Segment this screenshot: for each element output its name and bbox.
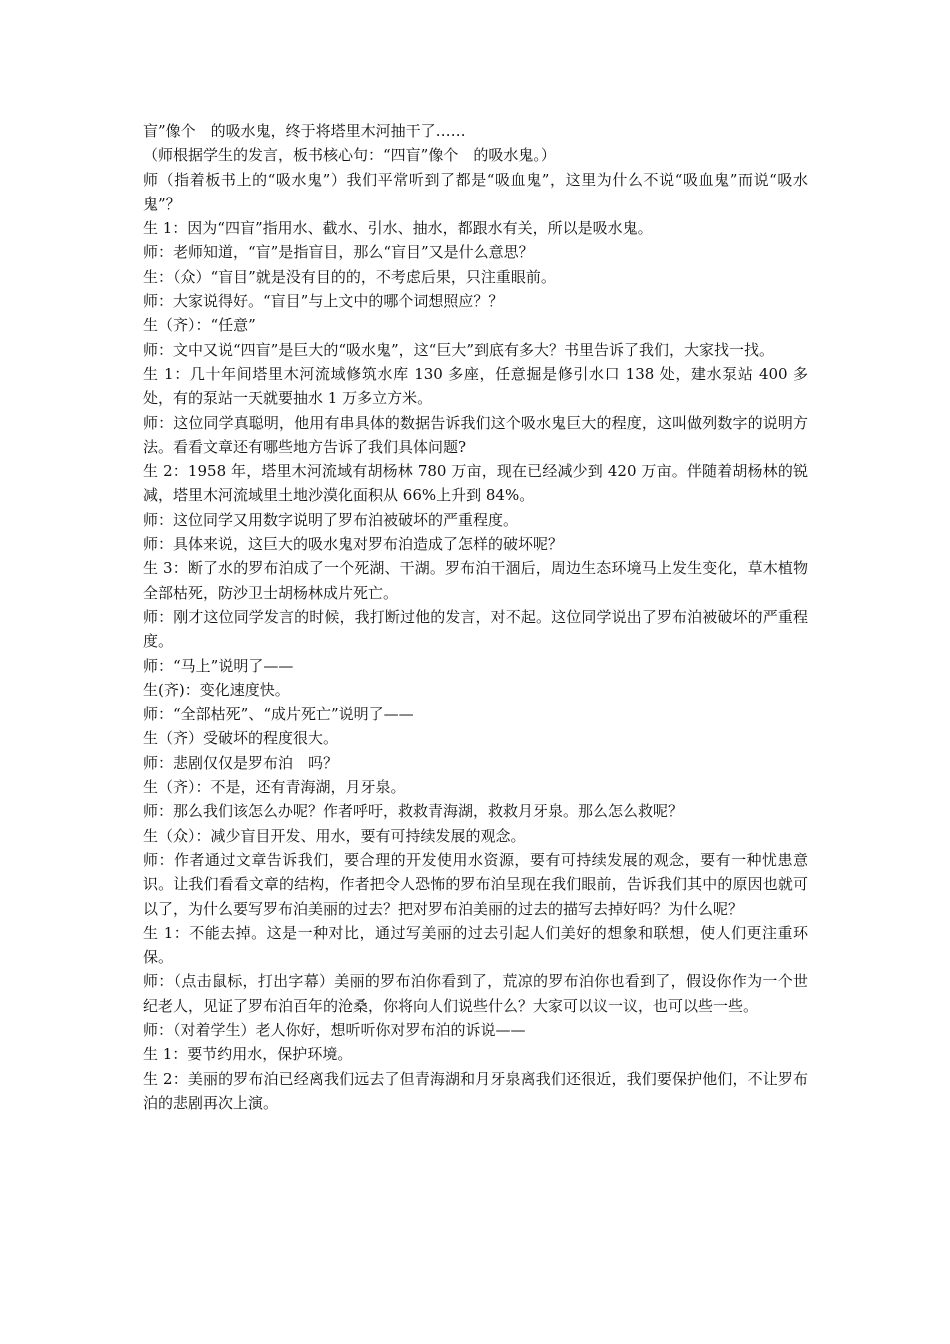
paragraph-23: 师：那么我们该怎么办呢？作者呼吁，救救青海湖，救救月牙泉。那么怎么救呢？ bbox=[143, 802, 684, 821]
paragraph-14: 师：具体来说，这巨大的吸水鬼对罗布泊造成了怎样的破坏呢？ bbox=[143, 535, 564, 554]
paragraph-21: 师：悲剧仅仅是罗布泊 吗？ bbox=[143, 753, 339, 772]
paragraph-12: 生 2：1958 年，塔里木河流域有胡杨林 780 万亩，现在已经减少到 420 万亩。伴随着胡杨林的锐减，塔里木河流域里土地沙漠化面积从 66%上升到 84%。 bbox=[143, 462, 808, 505]
paragraph-29: 生 1：要节约用水，保护环境。 bbox=[143, 1045, 353, 1064]
paragraph-6: 生：（众）“盲目”就是没有目的的，不考虑后果，只注重眼前。 bbox=[143, 267, 556, 286]
paragraph-7: 师：大家说得好。“盲目”与上文中的哪个词想照应？？ bbox=[143, 292, 504, 311]
paragraph-17: 师：“马上”说明了—— bbox=[143, 656, 294, 675]
paragraph-27: 师：（点击鼠标，打出字幕）美丽的罗布泊你看到了，荒凉的罗布泊你也看到了，假设你作为一个世纪老人，见证了罗布泊百年的沧桑，你将向人们说些什么？大家可以议一议，也可以些一些。 bbox=[143, 972, 808, 1015]
paragraph-19: 师：“全部枯死”、“成片死亡”说明了—— bbox=[143, 705, 414, 724]
paragraph-11: 师：这位同学真聪明，他用有串具体的数据告诉我们这个吸水鬼巨大的程度，这叫做列数字的说明方法。看看文章还有哪些地方告诉了我们具体问题? bbox=[143, 413, 808, 456]
paragraph-30: 生 2：美丽的罗布泊已经离我们远去了但青海湖和月牙泉离我们还很近，我们要保护他们，不让罗布泊的悲剧再次上演。 bbox=[143, 1069, 808, 1112]
paragraph-3: 师（指着板书上的“吸水鬼”）我们平常听到了都是“吸血鬼”，这里为什么不说“吸血鬼”而说“吸水鬼”？ bbox=[143, 170, 808, 213]
paragraph-24: 生（众）：减少盲目开发、用水，要有可持续发展的观念。 bbox=[143, 826, 526, 845]
paragraph-20: 生（齐）受破坏的程度很大。 bbox=[143, 729, 339, 748]
paragraph-8: 生（齐）：“任意” bbox=[143, 316, 256, 335]
paragraph-26: 生 1：不能去掉。这是一种对比，通过写美丽的过去引起人们美好的想象和联想，使人们更注重环保。 bbox=[143, 923, 808, 967]
paragraph-10: 生 1：几十年间塔里木河流域修筑水库 130 多座，任意掘是修引水口 138 处，建水泵站 400 多处，有的泵站一天就要抽水 1 万多立方米。 bbox=[143, 364, 808, 408]
paragraph-18: 生(齐)：变化速度快。 bbox=[143, 680, 290, 699]
paragraph-22: 生（齐）：不是，还有青海湖，月牙泉。 bbox=[143, 778, 406, 797]
paragraph-5: 师：老师知道，“盲”是指盲目，那么“盲目”又是什么意思？ bbox=[143, 243, 534, 262]
paragraph-2: （师根据学生的发言，板书核心句：“四盲”像个 的吸水鬼。） bbox=[143, 146, 556, 165]
paragraph-16: 师：刚才这位同学发言的时候，我打断过他的发言，对不起。这位同学说出了罗布泊被破坏的严重程度。 bbox=[143, 607, 808, 651]
paragraph-1: 盲”像个 的吸水鬼，终于将塔里木河抽干了…… bbox=[143, 122, 466, 140]
document-body bbox=[143, 119, 808, 1115]
paragraph-15: 生 3：断了水的罗布泊成了一个死湖、干湖。罗布泊干涸后，周边生态环境马上发生变化，草木植物全部枯死，防沙卫士胡杨林成片死亡。 bbox=[143, 559, 808, 602]
paragraph-4: 生 1：因为“四盲”指用水、截水、引水、抽水，都跟水有关，所以是吸水鬼。 bbox=[143, 219, 653, 238]
paragraph-25: 师：作者通过文章告诉我们，要合理的开发使用水资源，要有可持续发展的观念，要有一种忧患意识。让我们看看文章的结构，作者把令人恐怖的罗布泊呈现在我们眼前，告诉我们其中的原因也就可以了，为什么要写罗布泊美丽的过去？把对罗布泊美丽的过去的描写去掉好吗？为什么呢？ bbox=[143, 850, 808, 918]
paragraph-9: 师：文中又说“四盲”是巨大的“吸水鬼”，这“巨大”到底有多大？书里告诉了我们，大家找一找。 bbox=[143, 340, 775, 359]
paragraph-13: 师：这位同学又用数字说明了罗布泊被破坏的严重程度。 bbox=[143, 510, 519, 529]
paragraph-28: 师：（对着学生）老人你好，想听听你对罗布泊的诉说—— bbox=[143, 1020, 526, 1039]
